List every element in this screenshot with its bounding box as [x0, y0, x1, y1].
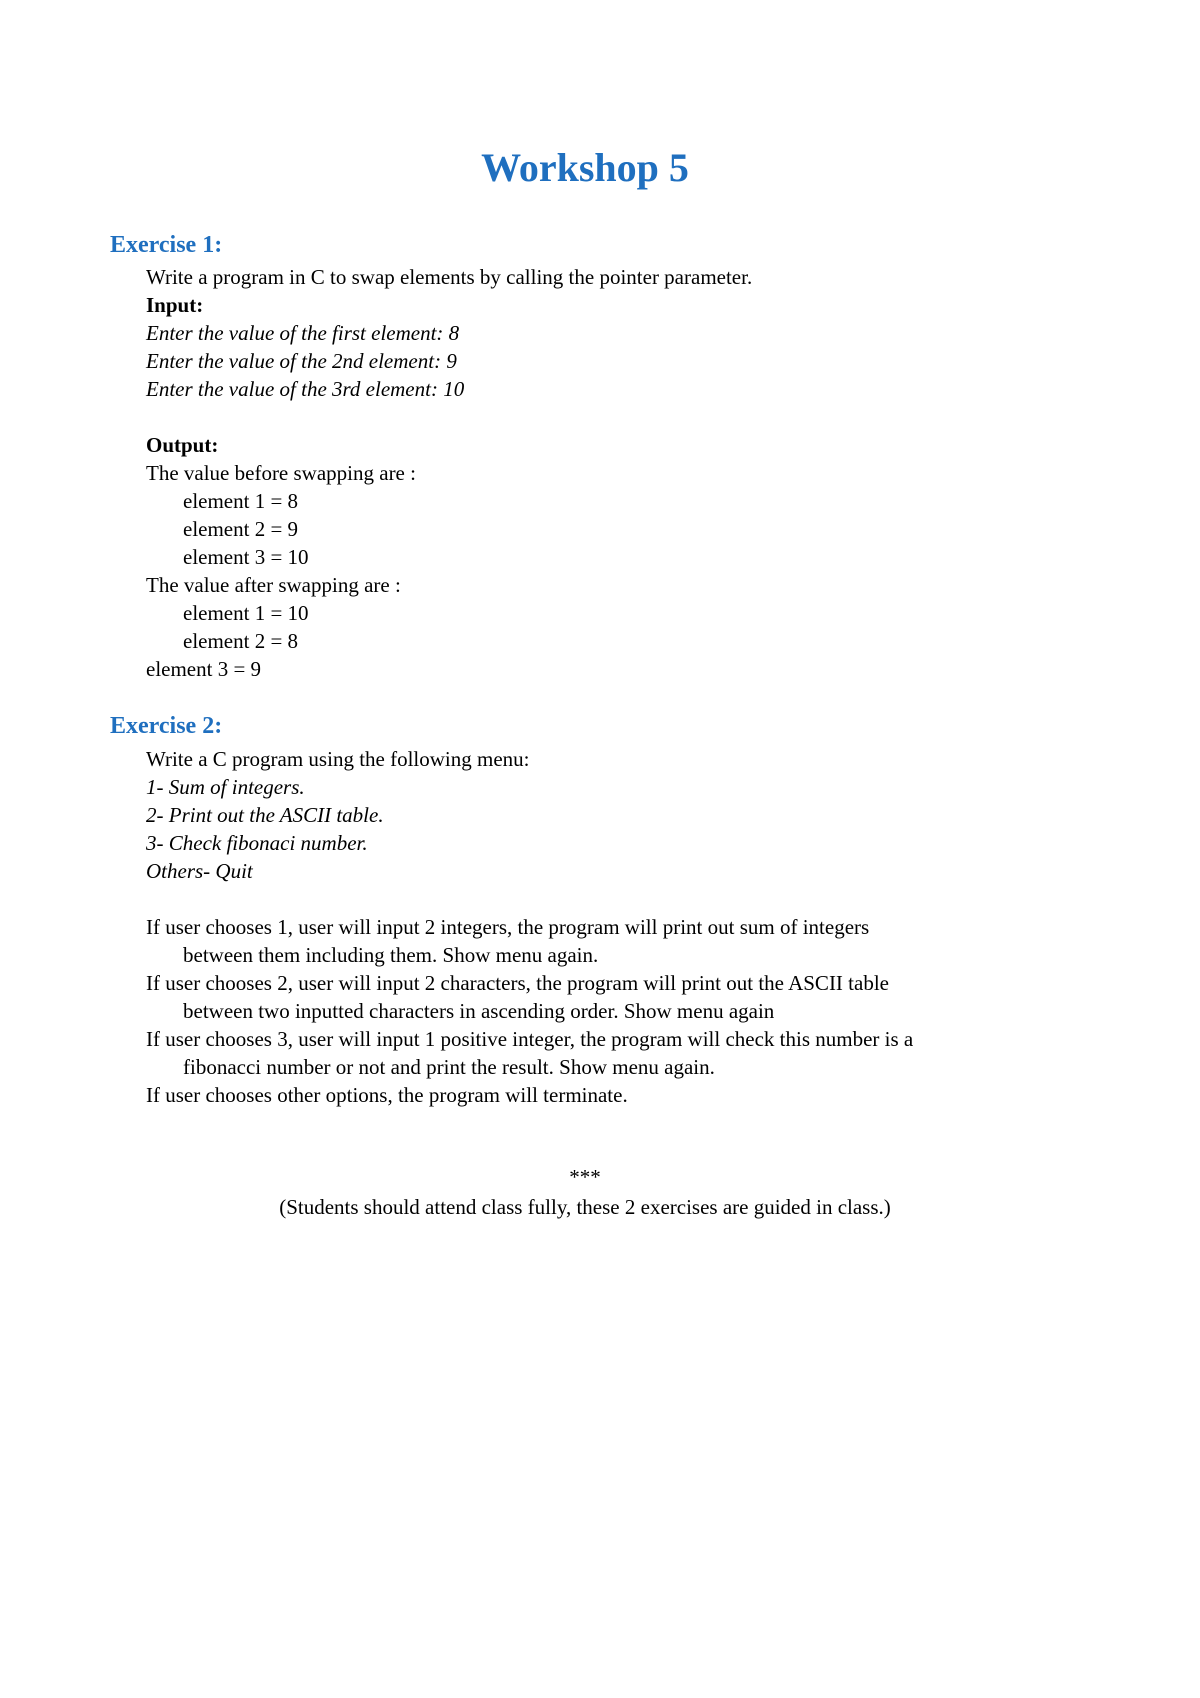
footer-note: (Students should attend class fully, these 2 exercises are guided in class.) [279, 1195, 891, 1219]
exercise-1-input-line: Enter the value of the first element: 8 [146, 321, 460, 345]
exercise-1-input-label: Input: [146, 293, 204, 317]
exercise-2-menu-item: 3- Check fibonaci number. [146, 831, 368, 855]
exercise-2-heading: Exercise 2: [110, 713, 223, 739]
exercise-2-rule-continuation: between them including them. Show menu again. [183, 943, 599, 967]
exercise-1-before-value: element 1 = 8 [183, 489, 299, 513]
exercise-2-rule: If user chooses other options, the program will terminate. [146, 1083, 628, 1107]
exercise-1-input-line: Enter the value of the 3rd element: 10 [146, 377, 465, 401]
exercise-2-menu-item: Others- Quit [146, 859, 253, 883]
exercise-2-rule: If user chooses 1, user will input 2 integers, the program will print out sum of integers [146, 915, 870, 939]
exercise-1-before-label: The value before swapping are : [146, 461, 416, 485]
exercise-2-description: Write a C program using the following menu: [146, 747, 530, 771]
exercise-2-menu-item: 1- Sum of integers. [146, 775, 305, 799]
page-title: Workshop 5 [481, 145, 689, 190]
exercise-2-rule: If user chooses 3, user will input 1 positive integer, the program will check this number is a [146, 1027, 914, 1051]
exercise-2-rule-continuation: between two inputted characters in ascending order. Show menu again [183, 999, 775, 1023]
exercise-1-after-value: element 2 = 8 [183, 629, 299, 653]
exercise-1-description: Write a program in C to swap elements by calling the pointer parameter. [146, 265, 753, 289]
exercise-1-before-value: element 3 = 10 [183, 545, 309, 569]
exercise-1-last-value: element 3 = 9 [146, 657, 262, 681]
exercise-1-after-value: element 1 = 10 [183, 601, 309, 625]
section-separator: *** [569, 1165, 601, 1189]
exercise-2-menu-item: 2- Print out the ASCII table. [146, 803, 384, 827]
exercise-1-input-line: Enter the value of the 2nd element: 9 [146, 349, 457, 373]
exercise-1-before-value: element 2 = 9 [183, 517, 299, 541]
exercise-1-after-label: The value after swapping are : [146, 573, 401, 597]
exercise-2-rule-continuation: fibonacci number or not and print the result. Show menu again. [183, 1055, 715, 1079]
exercise-1-heading: Exercise 1: [110, 232, 223, 258]
exercise-2-rule: If user chooses 2, user will input 2 characters, the program will print out the ASCII table [146, 971, 889, 995]
exercise-1-output-label: Output: [146, 433, 219, 457]
